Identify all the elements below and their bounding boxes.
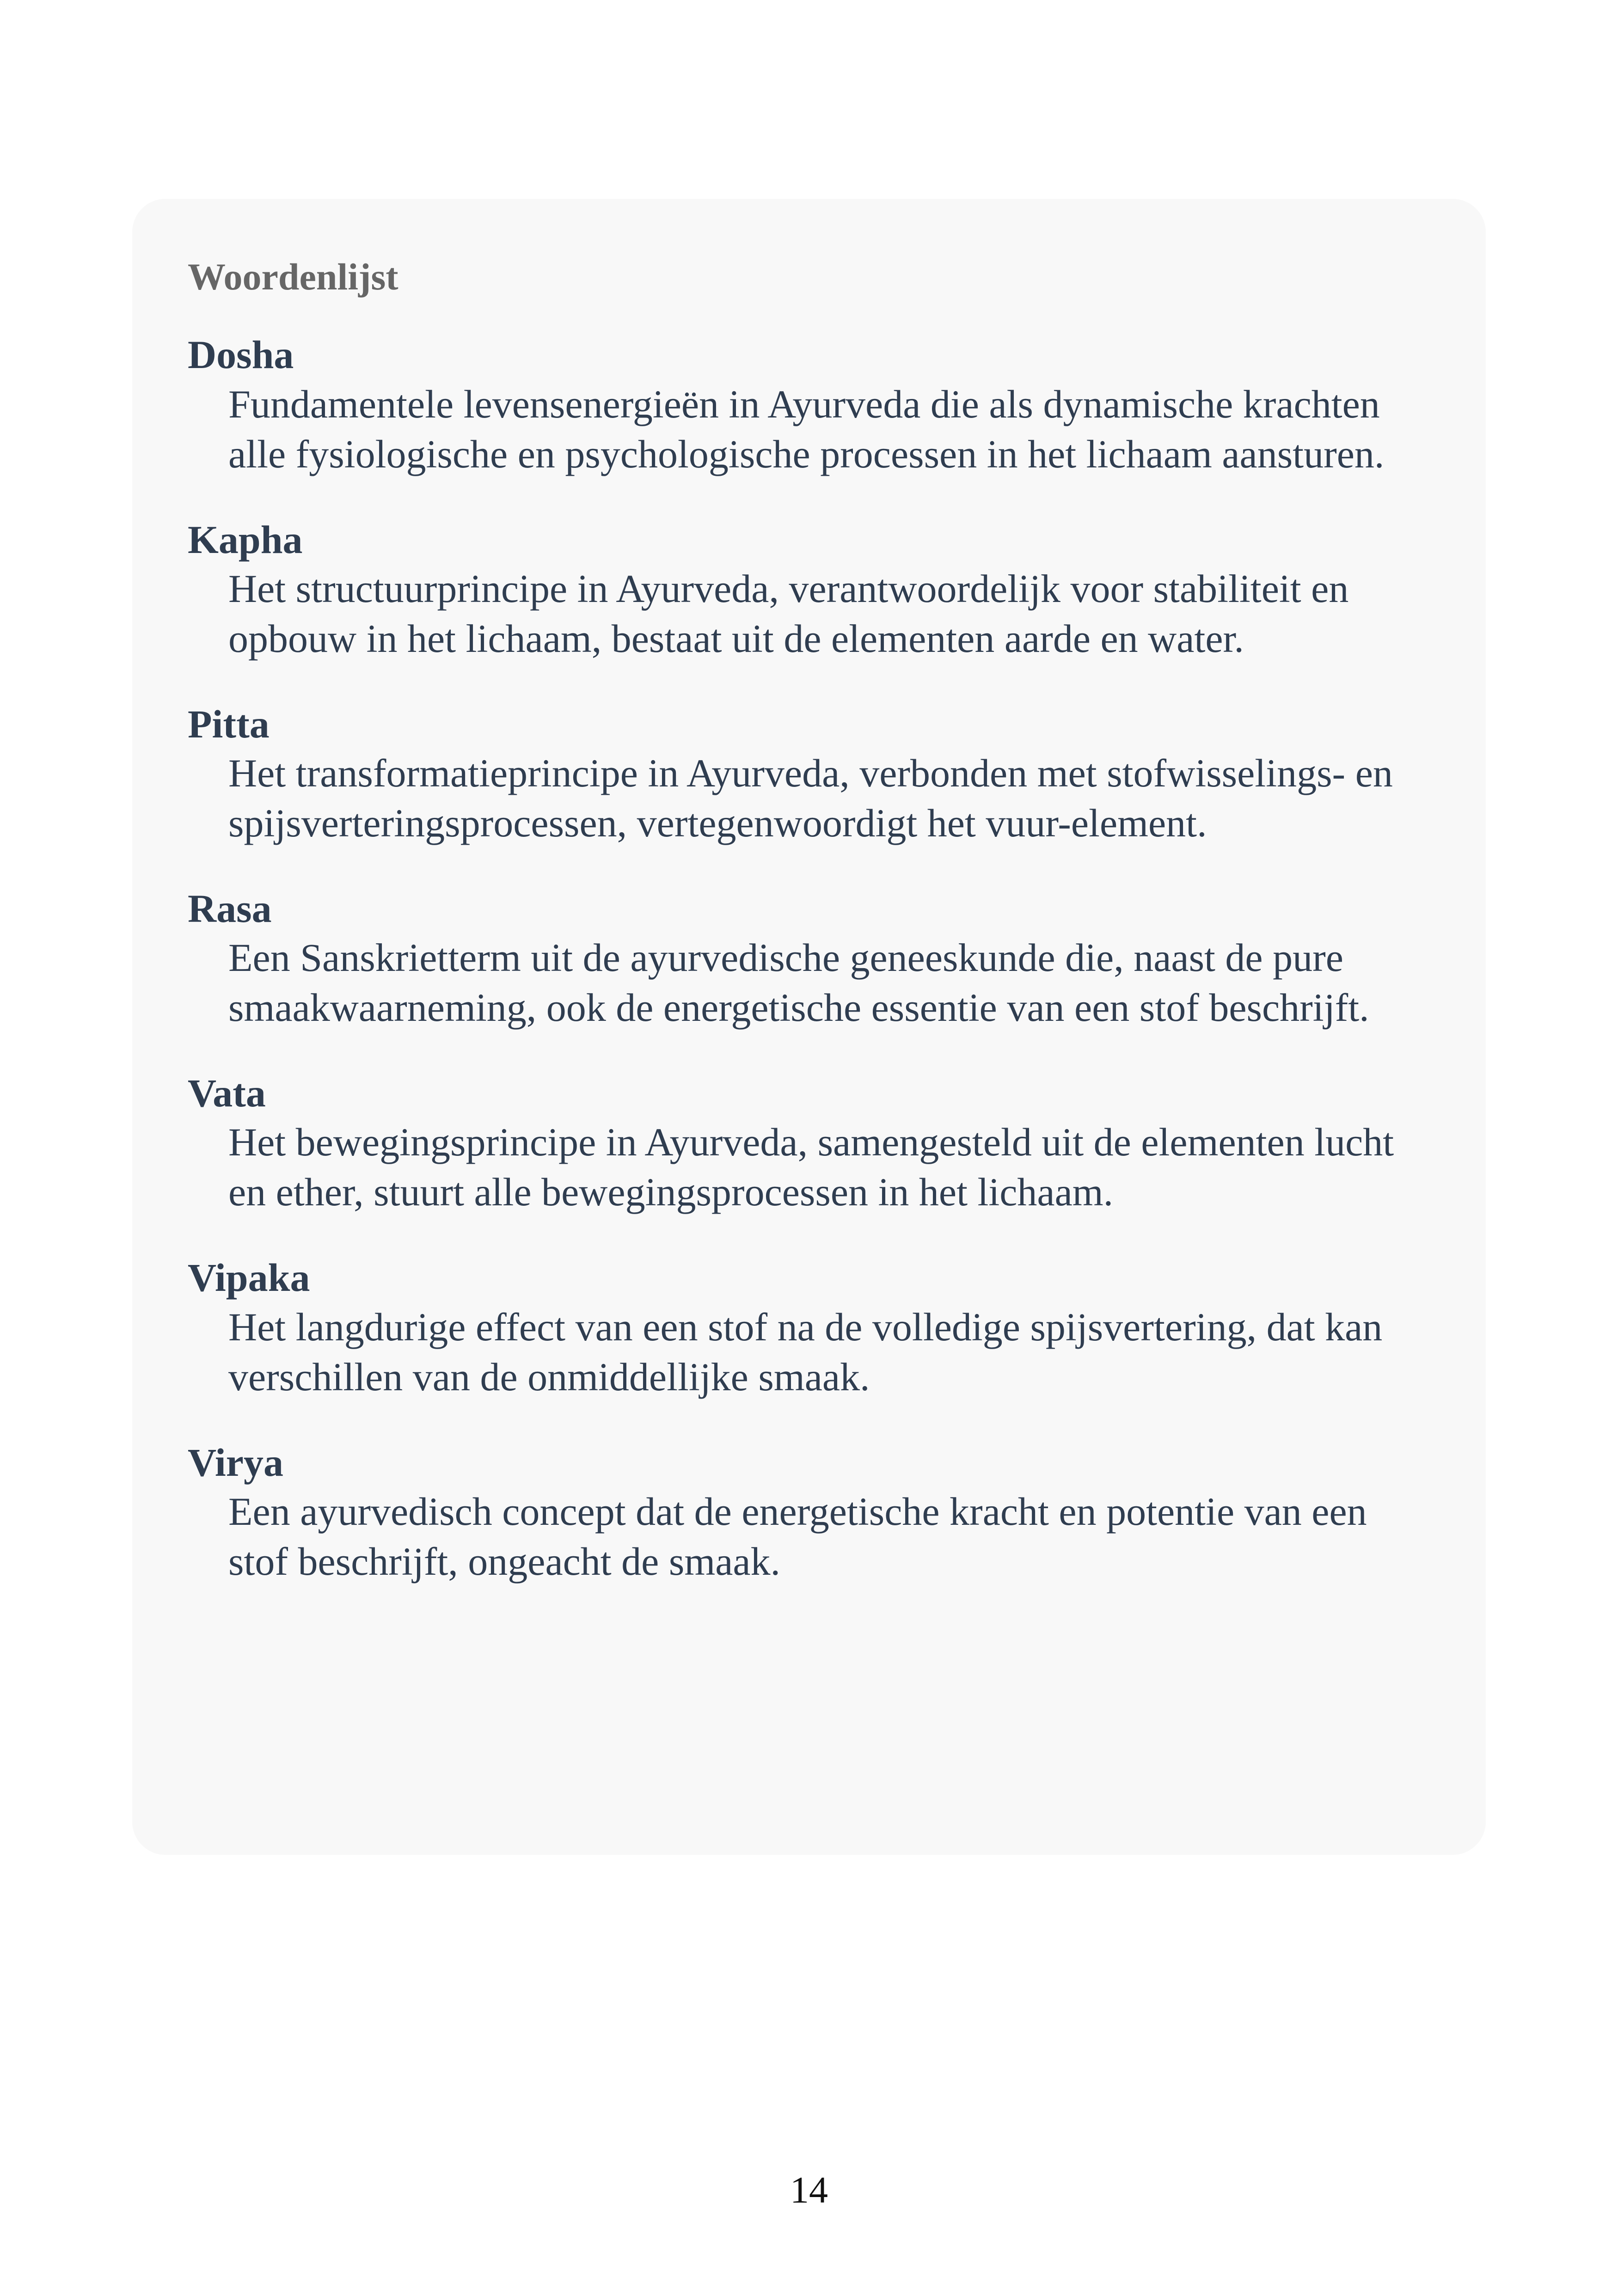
glossary-box — [132, 199, 1486, 1855]
glossary-definition: Een Sanskrietterm uit de ayurvedische geneeskunde die, naast de pure smaakwaarneming, ook de energetische essentie van een stof beschrijft. — [228, 935, 1369, 1030]
glossary-entry-vipaka — [188, 1254, 1426, 1401]
glossary-term: Vipaka — [188, 1255, 310, 1300]
glossary-entry-dosha — [188, 331, 1426, 479]
glossary-term: Pitta — [188, 701, 270, 746]
glossary-term: Vata — [188, 1071, 266, 1116]
glossary-entry-rasa — [188, 885, 1426, 1032]
glossary-entry-pitta — [188, 700, 1426, 848]
glossary-title: Woordenlijst — [188, 256, 398, 298]
glossary-term: Dosha — [188, 332, 294, 377]
glossary-definition: Het structuurprincipe in Ayurveda, verantwoordelijk voor stabiliteit en opbouw in het lichaam, bestaat uit de elementen aarde en water. — [228, 566, 1349, 661]
glossary-term: Virya — [188, 1440, 283, 1485]
page-number: 14 — [790, 2169, 828, 2211]
glossary-definition: Het transformatieprincipe in Ayurveda, verbonden met stofwisselings- en spijsverteringsprocessen, vertegenwoordigt het vuur-element. — [228, 750, 1393, 845]
glossary-entry-vata — [188, 1069, 1426, 1217]
glossary-definition: Fundamentele levensenergieën in Ayurveda die als dynamische krachten alle fysiologische en psychologische processen in het lichaam aansturen. — [228, 381, 1385, 476]
glossary-definition: Het bewegingsprincipe in Ayurveda, samengesteld uit de elementen lucht en ether, stuurt alle bewegingsprocessen in het lichaam. — [228, 1120, 1394, 1215]
glossary-entry-virya — [188, 1439, 1426, 1586]
glossary-term: Rasa — [188, 886, 272, 931]
glossary-definition: Het langdurige effect van een stof na de volledige spijsvertering, dat kan verschillen van de onmiddellijke smaak. — [228, 1304, 1383, 1399]
glossary-definition: Een ayurvedisch concept dat de energetische kracht en potentie van een stof beschrijft, ongeacht de smaak. — [228, 1489, 1367, 1584]
glossary-entry-kapha — [188, 516, 1426, 663]
glossary-term: Kapha — [188, 517, 303, 562]
